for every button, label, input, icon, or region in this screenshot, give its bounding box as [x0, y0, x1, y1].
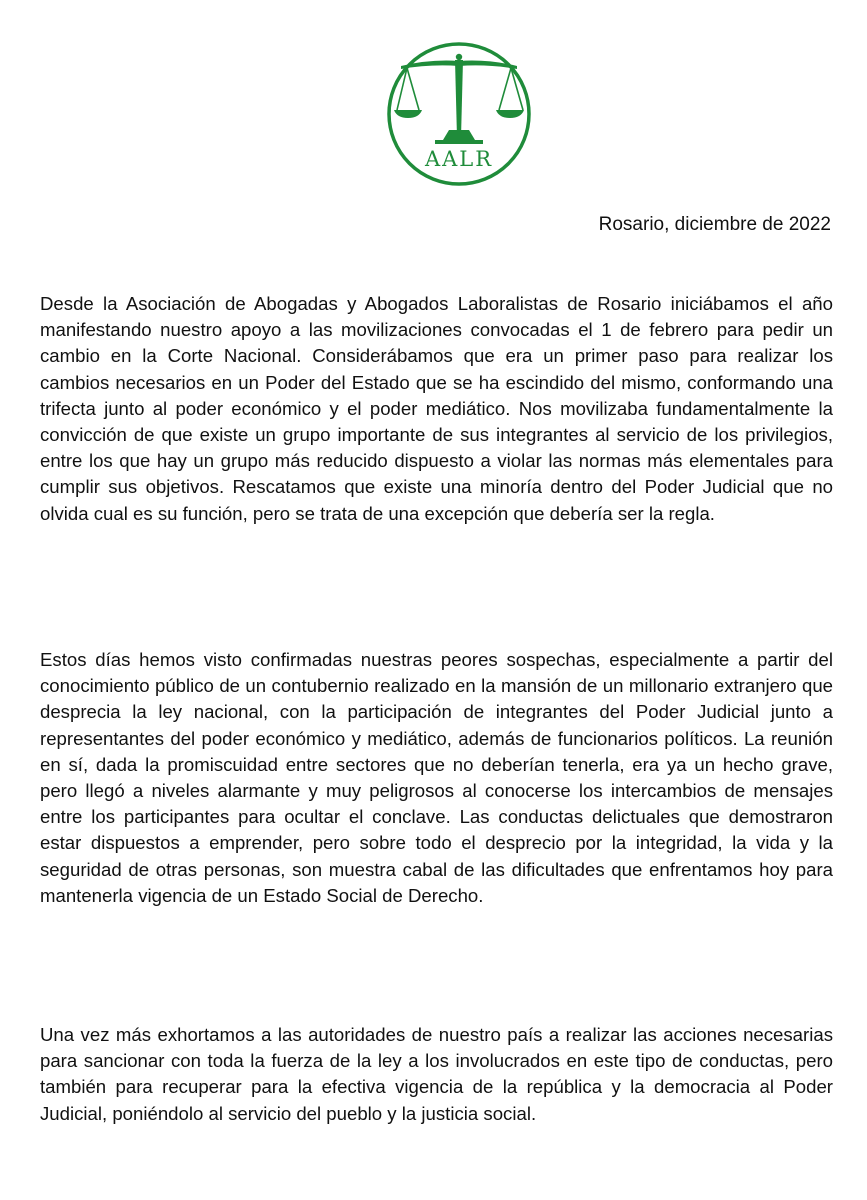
- paragraph-3: Una vez más exhortamos a las autoridades de nuestro país a realizar las acciones necesarias para sancionar con toda la fuerza de la ley a los involucrados en este tipo de conductas, pero también para recuperar para la efectiva vigencia de la república y la democracia al Poder Judicial, poniéndolo al servicio del pueblo y la justicia social.: [40, 1024, 833, 1124]
- place-date: Rosario, diciembre de 2022: [598, 214, 831, 235]
- paragraph-1: Desde la Asociación de Abogadas y Abogados Laboralistas de Rosario iniciábamos el año manifestando nuestro apoyo a las movilizaciones convocadas el 1 de febrero para pedir un cambio en la Corte Nacional. Considerábamos que era un primer paso para realizar los cambios necesarios en un Poder del Estado que se ha escindido del mismo, conformando una trifecta junto al poder económico y el poder mediático. Nos movilizaba fundamentalmente la convicción de que existe un grupo importante de sus integrantes al servicio de los privilegios, entre los que hay un grupo más reducido dispuesto a violar las normas más elementales para cumplir sus objetivos. Rescatamos que existe una minoría dentro del Poder Judicial que no olvida cual es su función, pero se trata de una excepción que debería ser la regla.: [40, 293, 833, 524]
- aalr-logo: [385, 40, 533, 188]
- logo-text: AALR: [424, 147, 494, 171]
- scales-of-justice-icon: [385, 40, 533, 188]
- paragraph-2: Estos días hemos visto confirmadas nuestras peores sospechas, especialmente a partir del conocimiento público de un contubernio realizado en la mansión de un millonario extranjero que desprecia la ley nacional, con la participación de integrantes del Poder Judicial junto a representantes del poder económico y mediático, además de funcionarios políticos. La reunión en sí, dada la promiscuidad entre sectores que no deberían tenerla, era ya un hecho grave, pero llegó a niveles alarmante y muy peligrosos al conocerse los intercambios de mensajes entre los participantes para ocultar el conclave. Las conductas delictuales que demostraron estar dispuestos a emprender, pero sobre todo el desprecio por la integridad, la vida y la seguridad de otras personas, son muestra cabal de las dificultades que enfrentamos hoy para mantenerla vigencia de un Estado Social de Derecho.: [40, 649, 833, 906]
